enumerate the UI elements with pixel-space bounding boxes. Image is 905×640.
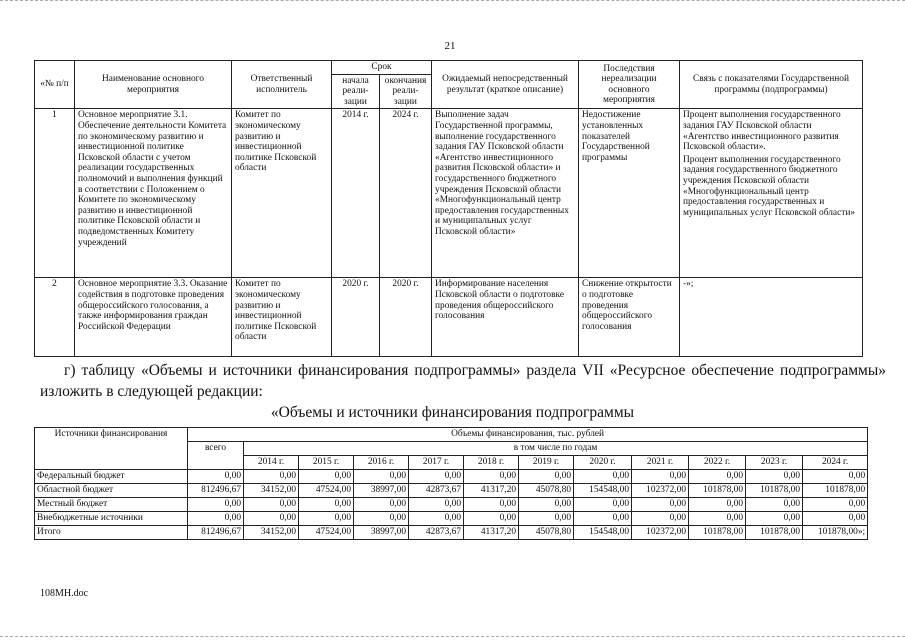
amount-cell: 0,00 — [519, 498, 574, 512]
amount-cell: 0,00 — [464, 470, 519, 484]
source-label: Итого — [35, 526, 188, 540]
col-exec-header: Ответственный исполнитель — [232, 61, 332, 109]
amount-cell: 0,00 — [354, 498, 409, 512]
year-header: 2023 г. — [746, 456, 803, 470]
year-header: 2015 г. — [299, 456, 354, 470]
amount-cell: 45078,80 — [519, 526, 574, 540]
table-row — [35, 526, 868, 540]
year-header: 2020 г. — [574, 456, 632, 470]
row-link — [680, 278, 863, 357]
row-name: Основное мероприятие 3.3. Оказание содействия в подготовке проведения общероссийского голосования, а также информирования граждан Российской Федерации — [75, 278, 232, 357]
amount-cell: 0,00 — [632, 512, 689, 526]
total-header: всего — [188, 442, 244, 470]
amount-cell: 101878,00 — [746, 526, 803, 540]
volumes-header: Объемы финансирования, тыс. рублей — [188, 428, 868, 442]
table-row — [35, 512, 868, 526]
table-row — [35, 498, 868, 512]
year-header: 2021 г. — [632, 456, 689, 470]
year-header: 2024 г. — [803, 456, 868, 470]
amount-cell: 47524,00 — [299, 484, 354, 498]
row-link — [680, 109, 863, 278]
measures-table — [34, 60, 863, 357]
amount-cell: 0,00 — [632, 498, 689, 512]
amount-cell: 0,00 — [746, 470, 803, 484]
row-link-item: -»; — [683, 279, 694, 290]
page-number: 21 — [444, 40, 456, 52]
amount-cell: 0,00 — [803, 498, 868, 512]
year-header: 2022 г. — [689, 456, 746, 470]
row-name: Основное мероприятие 3.1. Обеспечение деятельности Комитета по экономическому развитию и инвестиционной политике Псковской области с учетом реализации государственных полномочий и выполнения функций в соответствии с Положением о Комитете по экономическому развитию и инвестиционной политике Псковской области и подведомственных Комитету учреждений — [75, 109, 232, 278]
row-consequences: Недостижение установленных показателей Государственной программы — [579, 109, 680, 278]
amount-cell: 812496,67 — [188, 484, 244, 498]
row-end: 2020 г. — [380, 278, 432, 357]
amount-cell: 0,00 — [409, 512, 464, 526]
source-label: Областной бюджет — [35, 484, 188, 498]
row-start: 2014 г. — [332, 109, 380, 278]
col-end-header: окончания реали-зации — [380, 74, 432, 109]
amount-cell: 101878,00 — [689, 484, 746, 498]
amount-cell: 0,00 — [803, 470, 868, 484]
amount-cell: 0,00 — [188, 470, 244, 484]
amount-cell: 34152,00 — [244, 526, 299, 540]
amount-cell: 102372,00 — [632, 526, 689, 540]
amount-cell: 0,00 — [464, 512, 519, 526]
amount-cell: 41317,20 — [464, 484, 519, 498]
amount-cell: 101878,00 — [746, 484, 803, 498]
amount-cell: 0,00 — [244, 498, 299, 512]
amount-cell: 42873,67 — [409, 526, 464, 540]
table-row — [35, 470, 868, 484]
year-header: 2017 г. — [409, 456, 464, 470]
col-consequences-header: Последствия нереализации основного мероприятия — [579, 61, 680, 109]
row-exec: Комитет по экономическому развитию и инвестиционной политике Псковской области — [232, 109, 332, 278]
amount-cell: 47524,00 — [299, 526, 354, 540]
amount-cell: 0,00 — [409, 470, 464, 484]
amount-cell: 42873,67 — [409, 484, 464, 498]
amount-cell: 34152,00 — [244, 484, 299, 498]
amount-cell: 0,00 — [409, 498, 464, 512]
amount-cell: 0,00 — [299, 512, 354, 526]
page-top-edge — [0, 0, 905, 3]
amount-cell: 0,00 — [689, 498, 746, 512]
amount-cell: 0,00 — [803, 512, 868, 526]
year-header: 2016 г. — [354, 456, 409, 470]
amount-cell: 0,00 — [354, 470, 409, 484]
year-header: 2019 г. — [519, 456, 574, 470]
amount-cell: 0,00 — [689, 512, 746, 526]
amount-cell: 0,00 — [244, 470, 299, 484]
amount-cell: 102372,00 — [632, 484, 689, 498]
row-start: 2020 г. — [332, 278, 380, 357]
year-header: 2014 г. — [244, 456, 299, 470]
page-bottom-edge — [0, 636, 905, 639]
col-link-header: Связь с показателями Государственной программы (подпрограммы) — [680, 61, 863, 109]
amount-cell: 0,00 — [574, 498, 632, 512]
amount-cell: 0,00 — [244, 512, 299, 526]
col-start-header: начала реали-зации — [332, 74, 380, 109]
amount-cell: 0,00 — [188, 512, 244, 526]
amount-cell: 154548,00 — [574, 526, 632, 540]
row-num: 1 — [35, 109, 75, 278]
amount-cell: 0,00 — [299, 498, 354, 512]
table-row — [35, 278, 863, 357]
amount-cell: 0,00 — [519, 470, 574, 484]
amount-cell: 101878,00 — [689, 526, 746, 540]
table-row — [35, 109, 863, 278]
amount-cell: 0,00 — [574, 470, 632, 484]
row-link-item: Процент выполнения государственного задания ГАУ Псковской области «Агентство инвестиционного развития Псковской области». — [683, 110, 841, 153]
amount-cell: 0,00 — [746, 498, 803, 512]
col-result-header: Ожидаемый непосредственный результат (краткое описание) — [432, 61, 579, 109]
amount-cell: 45078,80 — [519, 484, 574, 498]
source-label: Внебюджетные источники — [35, 512, 188, 526]
by-years-header: в том числе по годам — [244, 442, 868, 456]
amount-cell: 812496,67 — [188, 526, 244, 540]
source-label: Местный бюджет — [35, 498, 188, 512]
amount-cell: 0,00 — [689, 470, 746, 484]
amount-cell: 38997,00 — [354, 526, 409, 540]
row-end: 2024 г. — [380, 109, 432, 278]
paragraph-text: г) таблицу «Объемы и источники финансирования подпрограммы» раздела VII «Ресурсное обеспечение подпрограммы» изложить в следующей редакции: — [40, 362, 886, 400]
financing-table-title: «Объемы и источники финансирования подпрограммы — [270, 404, 635, 421]
amount-cell: 0,00 — [746, 512, 803, 526]
amount-cell: 0,00 — [354, 512, 409, 526]
amount-cell: 0,00 — [574, 512, 632, 526]
amount-cell: 0,00 — [464, 498, 519, 512]
row-num: 2 — [35, 278, 75, 357]
col-term-header: Срок — [332, 61, 432, 75]
col-name-header: Наименование основного мероприятия — [75, 61, 232, 109]
year-header: 2018 г. — [464, 456, 519, 470]
amount-cell: 0,00 — [519, 512, 574, 526]
row-consequences: Снижение открытости о подготовке проведения общероссийского голосования — [579, 278, 680, 357]
source-header: Источники финансирования — [35, 428, 188, 470]
table-row — [35, 484, 868, 498]
amount-cell: 0,00 — [632, 470, 689, 484]
amount-cell: 101878,00 — [803, 484, 868, 498]
amount-cell: 0,00 — [188, 498, 244, 512]
row-result: Информирование населения Псковской области о подготовке проведения общероссийского голосования — [432, 278, 579, 357]
amendment-paragraph — [40, 360, 886, 402]
amount-cell: 41317,20 — [464, 526, 519, 540]
amount-cell: 154548,00 — [574, 484, 632, 498]
row-link-item: Процент выполнения государственного задания государственного бюджетного учреждения Псковской области «Многофункциональный центр предоставления государственных и муниципальных услуг Псковской области» — [683, 154, 856, 218]
source-label: Федеральный бюджет — [35, 470, 188, 484]
financing-table — [34, 427, 868, 540]
row-exec: Комитет по экономическому развитию и инвестиционной политике Псковской области — [232, 278, 332, 357]
row-result: Выполнение задач Государственной программы, выполнение государственного задания ГАУ Псковской области «Агентство инвестиционного развития Псковской области» и государственного бюджетного учреждения Псковской области «Многофункциональный центр предоставления государственных и муниципальных услуг Псковской области» — [432, 109, 579, 278]
col-num-header: «№ п/п — [35, 61, 75, 109]
amount-cell: 0,00 — [299, 470, 354, 484]
amount-cell: 38997,00 — [354, 484, 409, 498]
amount-cell: 101878,00»; — [803, 526, 868, 540]
file-name-footer: 108МН.doc — [40, 588, 89, 599]
